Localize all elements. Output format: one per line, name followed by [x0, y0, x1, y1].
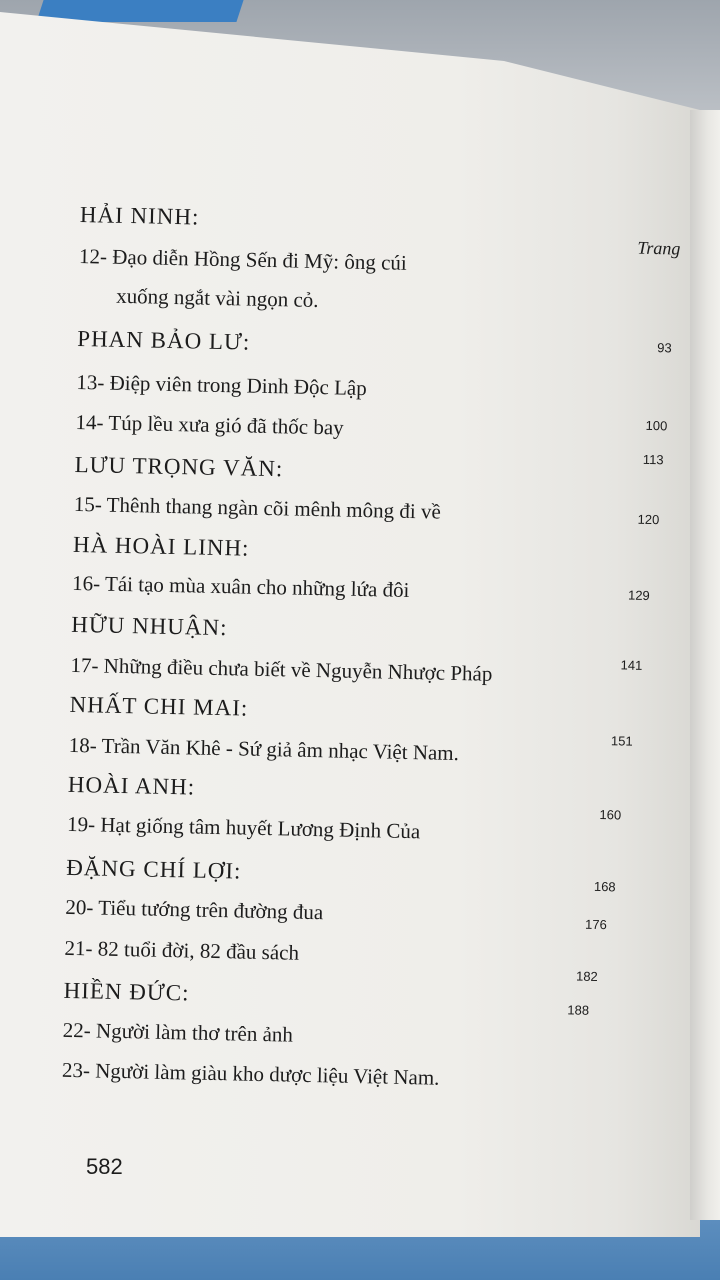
author-heading: HOÀI ANH:	[67, 771, 196, 800]
page-ref: 176	[584, 916, 608, 933]
toc-entry: 13- Điệp viên trong Dinh Độc Lập	[76, 369, 368, 401]
toc-entry: 19- Hạt giống tâm huyết Lương Định Của	[66, 811, 421, 844]
toc-entry: 16- Tái tạo mùa xuân cho những lứa đôi	[71, 570, 410, 602]
toc-entry: 12- Đạo diễn Hồng Sến đi Mỹ: ông cúi	[78, 243, 408, 275]
page-ref: 160	[599, 807, 622, 823]
page-ref: 188	[567, 1002, 590, 1018]
author-heading: PHAN BẢO LƯ:	[77, 325, 251, 355]
toc-entry-continuation: xuống ngắt vài ngọn cỏ.	[115, 283, 319, 313]
toc-entry: 17- Những điều chưa biết về Nguyễn Nhược Pháp	[70, 652, 493, 686]
author-heading: ĐẶNG CHÍ LỢI:	[65, 854, 242, 884]
page-ref: 182	[575, 968, 598, 985]
page-number: 582	[86, 1154, 123, 1179]
author-heading: HỮU NHUẬN:	[71, 611, 228, 641]
trang-header: Trang	[637, 237, 681, 259]
page-ref: 168	[593, 878, 616, 895]
author-heading: HIỀN ĐỨC:	[63, 977, 190, 1006]
toc-entry: 23- Người làm giàu kho dược liệu Việt Nam.	[61, 1057, 440, 1090]
toc-entry: 18- Trần Văn Khê - Sứ giả âm nhạc Việt Nam.	[68, 732, 460, 766]
page-ref: 120	[637, 511, 660, 528]
page-ref: 151	[610, 733, 633, 749]
toc-entry: 22- Người làm thơ trên ảnh	[62, 1017, 294, 1047]
author-heading: LƯU TRỌNG VĂN:	[74, 451, 284, 482]
page-ref: 141	[620, 657, 643, 673]
page-ref: 129	[627, 587, 650, 604]
toc-entry: 20- Tiểu tướng trên đường đua	[65, 894, 324, 925]
toc-entry: 21- 82 tuổi đời, 82 đầu sách	[64, 935, 300, 965]
author-heading: HÀ HOÀI LINH:	[72, 531, 250, 561]
toc-entry: 15- Thênh thang ngàn cõi mênh mông đi về	[73, 491, 442, 524]
author-heading: HẢI NINH:	[79, 202, 200, 230]
page-ref: 113	[642, 451, 664, 468]
toc-entry: 14- Túp lều xưa gió đã thốc bay	[75, 409, 344, 440]
page-ref: 93	[657, 340, 672, 356]
author-heading: NHẤT CHI MAI:	[69, 691, 249, 721]
page-ref: 100	[645, 417, 668, 434]
